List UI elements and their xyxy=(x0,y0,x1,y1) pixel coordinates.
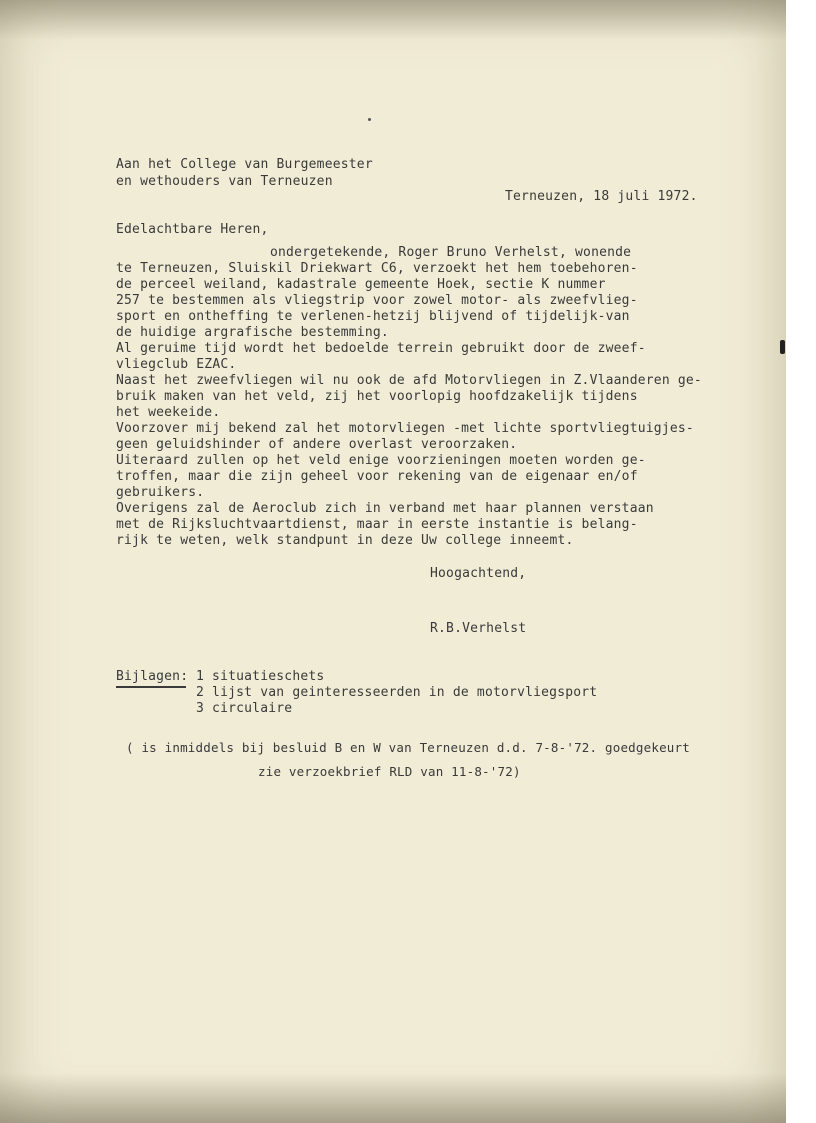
body-line: bruik maken van het veld, zij het voorlopig hoofdzakelijk tijdens xyxy=(116,389,638,404)
body-line: 257 te bestemmen als vliegstrip voor zowel motor- als zweefvlieg- xyxy=(116,293,638,308)
approval-note-ref: zie verzoekbrief RLD van 11-8-'72) xyxy=(258,764,521,779)
approval-note: ( is inmiddels bij besluid B en W van Terneuzen d.d. 7-8-'72. goedgekeurt xyxy=(126,740,690,755)
signature: R.B.Verhelst xyxy=(430,621,527,636)
annex-item: 3 circulaire xyxy=(196,701,293,716)
body-line: het weekeide. xyxy=(116,405,221,420)
closing: Hoogachtend, xyxy=(430,566,527,581)
annex-label: Bijlagen: xyxy=(116,669,189,684)
body-line: geen geluidshinder of andere overlast veroorzaken. xyxy=(116,437,518,452)
body-first-line: ondergetekende, Roger Bruno Verhelst, wonende xyxy=(270,245,632,260)
body-line: Naast het zweefvliegen wil nu ook de afd Motorvliegen in Z.Vlaanderen ge- xyxy=(116,373,702,388)
annex-item: 1 situatieschets xyxy=(196,669,325,684)
recipient-line-2: en wethouders van Terneuzen xyxy=(116,174,333,189)
body-line: Overigens zal de Aeroclub zich in verband met haar plannen verstaan xyxy=(116,501,654,516)
annex-item: 2 lijst van geinteresseerden in de motorvliegsport xyxy=(196,685,598,700)
place-date: Terneuzen, 18 juli 1972. xyxy=(505,189,698,204)
body-line: de perceel weiland, kadastrale gemeente Hoek, sectie K nummer xyxy=(116,277,606,292)
body-line: Uiteraard zullen op het veld enige voorzieningen moeten worden ge- xyxy=(116,453,646,468)
annex-underline xyxy=(116,686,186,688)
body-line: de huidige argrafische bestemming. xyxy=(116,325,389,340)
body-line: troffen, maar die zijn geheel voor rekening van de eigenaar en/of xyxy=(116,469,638,484)
body-line: Voorzover mij bekend zal het motorvliegen -met lichte sportvliegtuigjes- xyxy=(116,421,694,436)
body-line: rijk te weten, welk standpunt in deze Uw college inneemt. xyxy=(116,533,574,548)
punch-mark xyxy=(780,340,785,354)
recipient-line-1: Aan het College van Burgemeester xyxy=(116,157,373,172)
body-line: gebruikers. xyxy=(116,485,205,500)
body-line: te Terneuzen, Sluiskil Driekwart C6, verzoekt het hem toebehoren- xyxy=(116,261,638,276)
body-line: Al geruime tijd wordt het bedoelde terrein gebruikt door de zweef- xyxy=(116,341,646,356)
body-line: met de Rijksluchtvaartdienst, maar in eerste instantie is belang- xyxy=(116,517,638,532)
body-line: sport en ontheffing te verlenen-hetzij blijvend of tijdelijk-van xyxy=(116,309,630,324)
body-line: vliegclub EZAC. xyxy=(116,357,237,372)
ink-speck xyxy=(368,118,371,121)
salutation: Edelachtbare Heren, xyxy=(116,222,269,237)
